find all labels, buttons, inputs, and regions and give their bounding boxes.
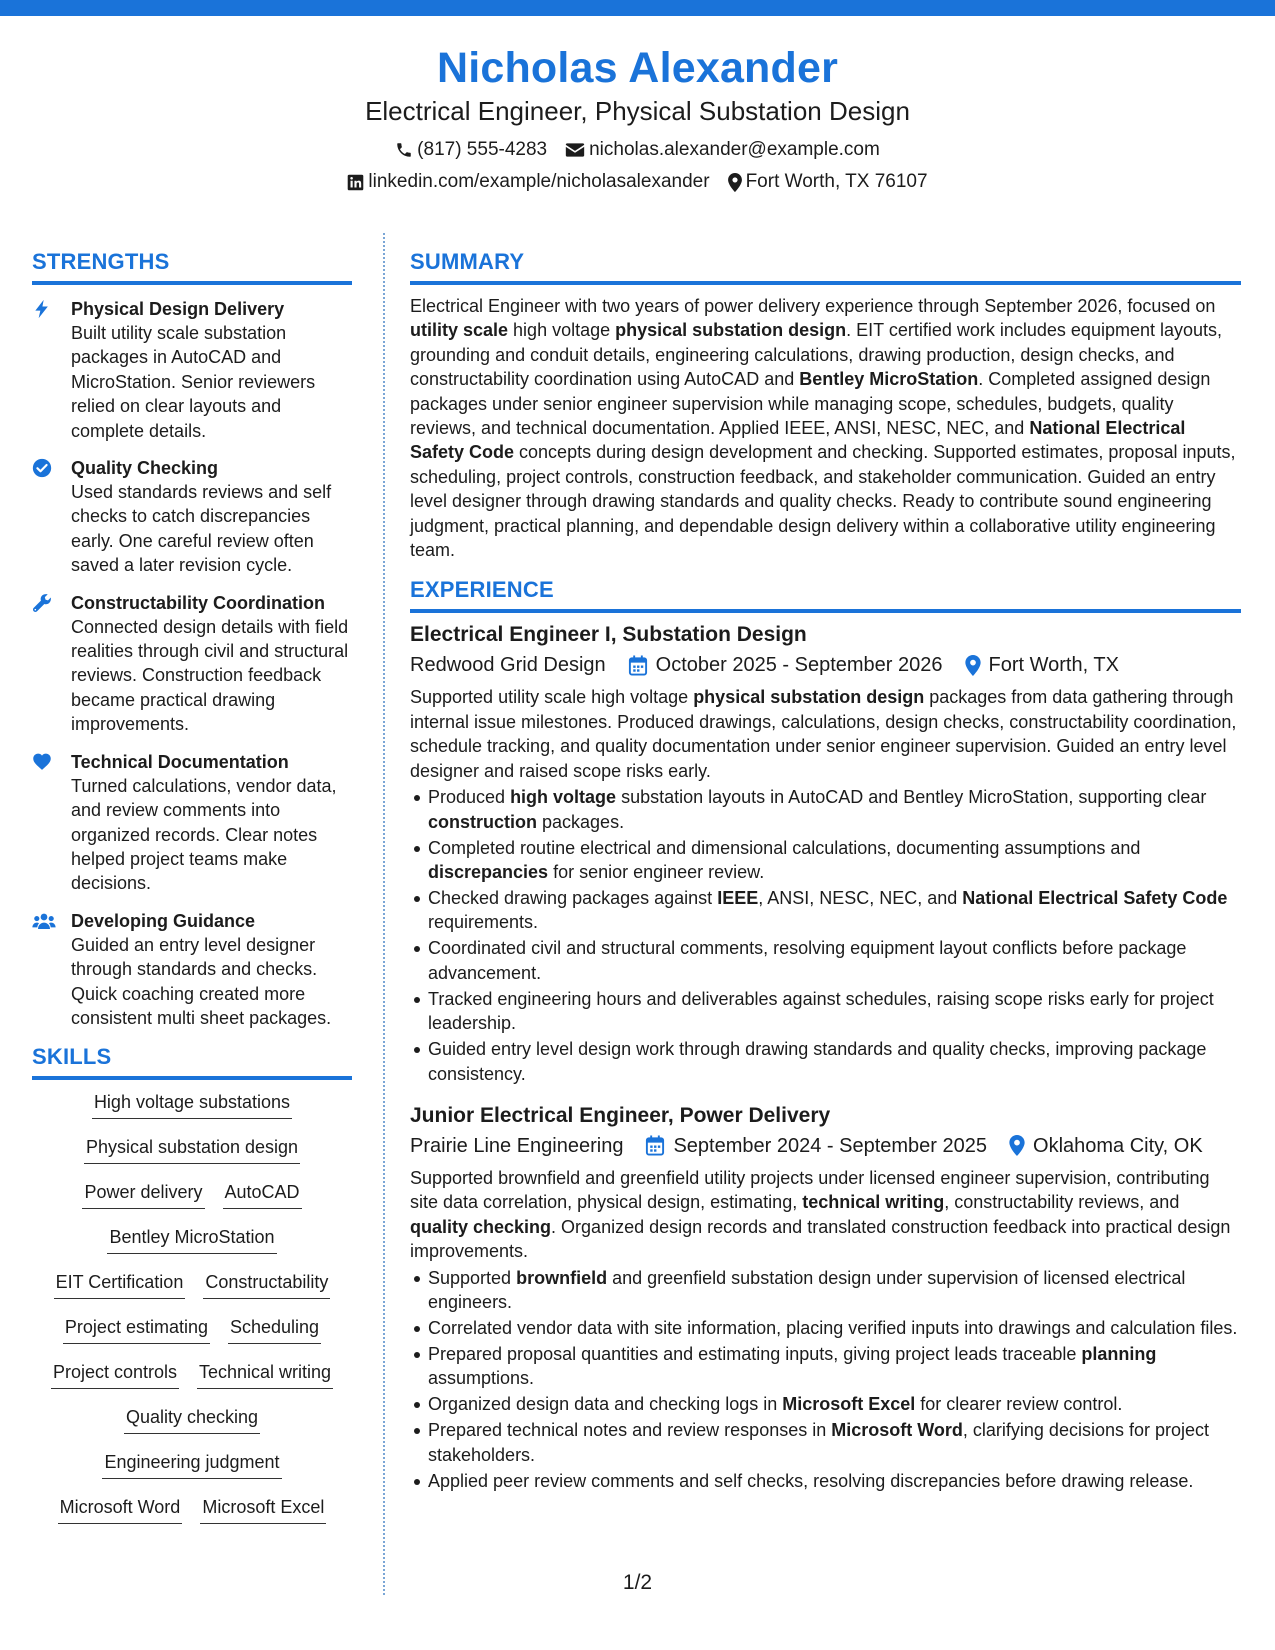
strength-title: Constructability Coordination xyxy=(71,592,325,613)
job-entry xyxy=(410,621,1241,1085)
strength-item xyxy=(32,591,352,737)
check-circle-icon xyxy=(32,465,52,482)
skill-tag: Quality checking xyxy=(124,1405,260,1434)
contact-linkedin[interactable] xyxy=(347,170,709,194)
candidate-name: Nicholas Alexander xyxy=(436,44,839,92)
linkedin-link[interactable]: linkedin.com/example/nicholasalexander xyxy=(368,171,710,192)
list-item: Guided entry level design work through drawing standards and quality checks, improving package consistency. xyxy=(410,1037,1241,1086)
job-title: Junior Electrical Engineer, Power Delivery xyxy=(410,1103,831,1127)
contact-row-primary xyxy=(0,138,1275,162)
strength-item xyxy=(32,297,352,443)
skill-tag: Microsoft Word xyxy=(58,1495,183,1524)
list-item: Applied peer review comments and self checks, resolving discrepancies before drawing release. xyxy=(410,1469,1241,1493)
strengths-section xyxy=(32,248,352,1030)
strength-item xyxy=(32,456,352,578)
job-meta xyxy=(410,1132,1241,1160)
experience-heading: EXPERIENCE xyxy=(410,577,554,603)
phone-number: (817) 555-4283 xyxy=(417,139,548,160)
map-pin-icon xyxy=(965,655,981,676)
list-item: Prepared proposal quantities and estimating inputs, giving project leads traceable planning assumptions. xyxy=(410,1342,1241,1391)
skill-tag: Scheduling xyxy=(228,1315,321,1344)
contact-email[interactable] xyxy=(565,138,880,162)
map-pin-icon xyxy=(728,173,742,192)
job-location: Fort Worth, TX xyxy=(988,654,1119,677)
calendar-icon xyxy=(628,655,648,676)
list-item: Tracked engineering hours and deliverables against schedules, raising scope risks early for project leadership. xyxy=(410,987,1241,1036)
contact-location xyxy=(728,170,928,194)
experience-rule xyxy=(410,609,1241,613)
list-item: Checked drawing packages against IEEE, ANSI, NESC, NEC, and National Electrical Safety Code requirements. xyxy=(410,886,1241,935)
list-item: Prepared technical notes and review responses in Microsoft Word, clarifying decisions for project stakeholders. xyxy=(410,1418,1241,1467)
bolt-icon xyxy=(32,306,52,323)
skill-tag: AutoCAD xyxy=(223,1180,302,1209)
page-number xyxy=(0,1570,1275,1596)
strength-title: Technical Documentation xyxy=(71,751,289,772)
job-dates: October 2025 - September 2026 xyxy=(655,654,943,677)
strengths-heading: STRENGTHS xyxy=(32,249,170,274)
phone-icon xyxy=(395,141,413,159)
strength-description: Guided an entry level designer through standards and checks. Quick coaching created more consistent multi sheet packages. xyxy=(71,934,332,1028)
page-number-text: 1/2 xyxy=(622,1571,653,1594)
job-entry xyxy=(410,1102,1241,1493)
envelope-icon xyxy=(565,142,585,158)
strengths-list xyxy=(32,297,352,1030)
strength-item xyxy=(32,750,352,896)
calendar-icon xyxy=(645,1135,665,1156)
resume-header xyxy=(0,42,1275,194)
skill-tag: Power delivery xyxy=(82,1180,204,1209)
location-text: Fort Worth, TX 76107 xyxy=(745,171,928,192)
wrench-icon xyxy=(32,600,52,617)
list-item: Produced high voltage substation layouts in AutoCAD and Bentley MicroStation, supporting clear construction packages. xyxy=(410,785,1241,834)
summary-section xyxy=(410,248,1241,562)
strength-description: Used standards reviews and self checks to catch discrepancies early. One careful review often saved a later revision cycle. xyxy=(71,482,332,576)
linkedin-icon xyxy=(347,174,364,191)
top-accent-bar xyxy=(0,0,1275,16)
left-column xyxy=(32,248,352,1540)
skill-tag: Technical writing xyxy=(197,1360,333,1389)
skill-tag: Engineering judgment xyxy=(102,1450,281,1479)
list-item: Correlated vendor data with site information, placing verified inputs into drawings and calculation files. xyxy=(410,1316,1241,1340)
list-item: Supported brownfield and greenfield substation design under supervision of licensed electrical engineers. xyxy=(410,1266,1241,1315)
skill-tag: EIT Certification xyxy=(54,1270,186,1299)
job-bullets xyxy=(410,1266,1241,1494)
map-pin-icon xyxy=(1009,1135,1025,1156)
skills-list xyxy=(32,1090,352,1540)
users-icon xyxy=(32,918,56,935)
list-item: Coordinated civil and structural comments, resolving equipment layout conflicts before package advancement. xyxy=(410,936,1241,985)
email-link[interactable]: nicholas.alexander@example.com xyxy=(589,139,880,160)
strength-title: Quality Checking xyxy=(71,458,219,479)
job-bullets xyxy=(410,785,1241,1086)
skills-section xyxy=(32,1043,352,1540)
skill-tag: Physical substation design xyxy=(84,1135,300,1164)
job-location: Oklahoma City, OK xyxy=(1033,1134,1203,1157)
candidate-headline: Electrical Engineer, Physical Substation Design xyxy=(365,96,910,126)
skill-tag: Project estimating xyxy=(63,1315,210,1344)
strength-item xyxy=(32,909,352,1031)
strength-title: Physical Design Delivery xyxy=(71,299,285,319)
summary-rule xyxy=(410,281,1241,285)
right-column xyxy=(410,248,1241,1495)
strength-title: Developing Guidance xyxy=(71,910,256,931)
strength-description: Turned calculations, vendor data, and review comments into organized records. Clear notes helped project teams make decisions. xyxy=(71,775,337,894)
skill-tag: Constructability xyxy=(203,1270,330,1299)
skill-tag: Project controls xyxy=(51,1360,179,1389)
contact-row-secondary xyxy=(0,170,1275,194)
skills-rule xyxy=(32,1076,352,1080)
heart-icon xyxy=(32,759,52,776)
company-name: Prairie Line Engineering xyxy=(410,1134,624,1157)
strengths-rule xyxy=(32,281,352,285)
strength-description: Built utility scale substation packages in AutoCAD and MicroStation. Senior reviewers relied on clear layouts and complete details. xyxy=(71,323,316,441)
experience-section xyxy=(410,576,1241,1493)
summary-heading: SUMMARY xyxy=(410,249,525,274)
strength-description: Connected design details with field realities through civil and structural reviews. Construction feedback became practical drawing improvements. xyxy=(71,616,349,735)
skills-heading: SKILLS xyxy=(32,1044,112,1070)
job-title: Electrical Engineer I, Substation Design xyxy=(410,623,807,647)
job-meta xyxy=(410,651,1241,679)
job-summary: Supported utility scale high voltage physical substation design packages from data gathering through internal issue milestones. Produced drawings, calculations, design checks, constructability coordination, schedule tracking, and quality documentation under senior engineer supervision. Guided an entry level designer and raised scope risks early. xyxy=(410,687,1237,781)
list-item: Completed routine electrical and dimensional calculations, documenting assumptions and discrepancies for senior engineer review. xyxy=(410,836,1241,885)
job-summary: Supported brownfield and greenfield utility projects under licensed engineer supervision, contributing site data correlation, physical design, estimating, technical writing, constructability reviews, and quality checking. Organized design records and translated construction feedback into practical design improvements. xyxy=(410,1167,1231,1262)
skill-tag: High voltage substations xyxy=(92,1090,292,1119)
company-name: Redwood Grid Design xyxy=(410,654,606,677)
contact-phone xyxy=(395,138,547,162)
skill-tag: Bentley MicroStation xyxy=(107,1225,276,1254)
summary-paragraph: Electrical Engineer with two years of power delivery experience through September 2026, focused on utility scale high voltage physical substation design. EIT certified work includes equipment layouts, grounding and conduit details, engineering calculations, drawing production, design checks, and constructability coordination using AutoCAD and Bentley MicroStation. Completed assigned design packages under senior engineer supervision while managing scope, schedules, budgets, quality reviews, and technical documentation. Applied IEEE, ANSI, NESC, NEC, and National Electrical Safety Code concepts during design development and checking. Supported estimates, proposal inputs, scheduling, project controls, construction feedback, and stakeholder communication. Guided an entry level designer through drawing standards and quality checks. Ready to contribute sound engineering judgment, practical planning, and dependable design delivery within a collaborative utility engineering team. xyxy=(410,296,1236,561)
column-divider xyxy=(383,233,385,1595)
skill-tag: Microsoft Excel xyxy=(200,1495,326,1524)
job-dates: September 2024 - September 2025 xyxy=(673,1134,988,1157)
list-item: Organized design data and checking logs in Microsoft Excel for clearer review control. xyxy=(410,1392,1241,1416)
